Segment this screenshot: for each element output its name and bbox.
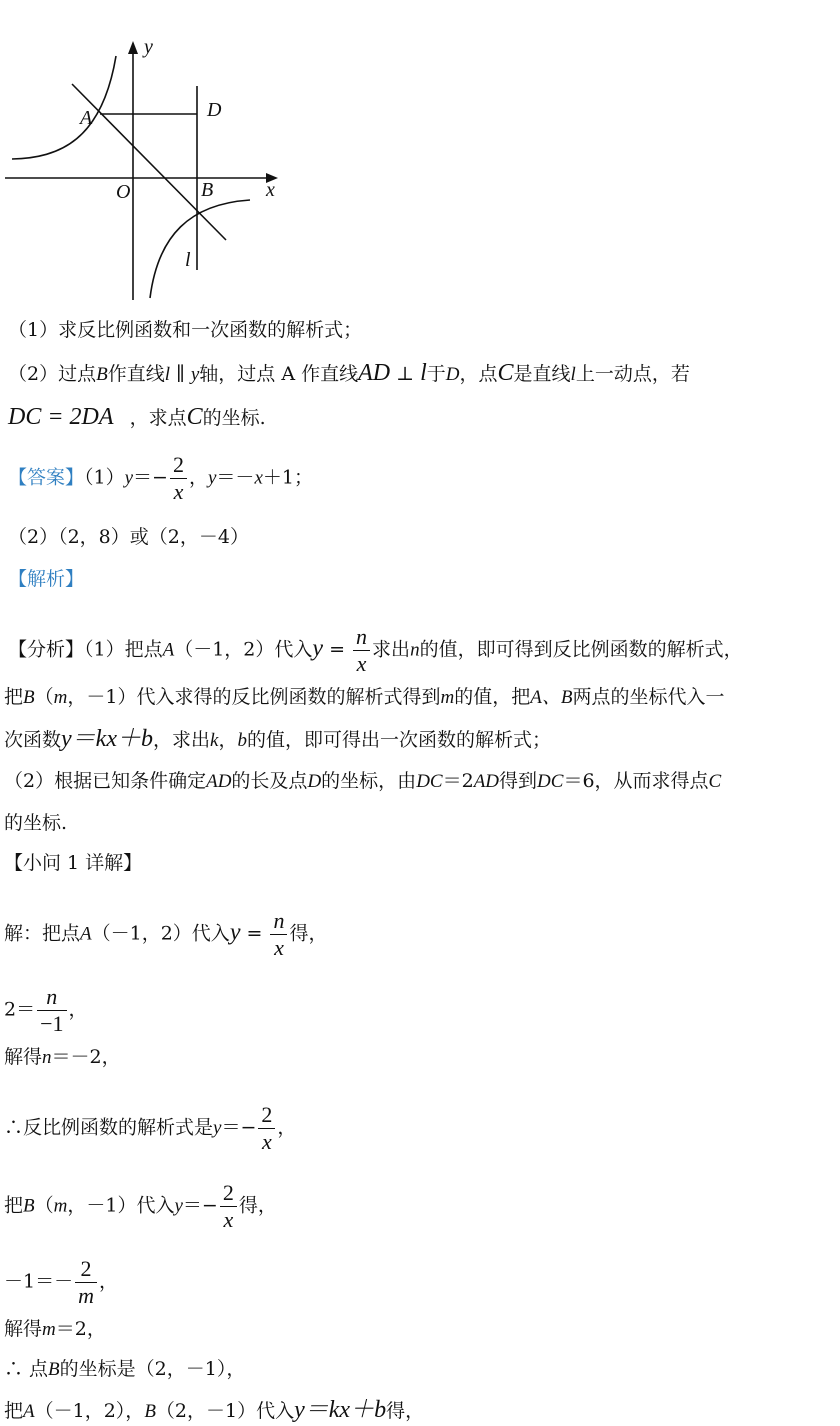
analysis-text: 的长及点	[231, 770, 308, 792]
analysis-text: ，－1）代入求得的反比例函数的解析式得到	[67, 686, 441, 708]
analysis-text: （	[34, 686, 54, 708]
q2-text: 的坐标.	[202, 407, 266, 429]
var-m: m	[53, 687, 68, 708]
question-2-line-1	[8, 360, 690, 388]
analysis-text: ＝2	[442, 770, 474, 792]
q2-text: 是直线	[513, 363, 571, 385]
q2-text: 轴，过点 A 作直线	[199, 363, 359, 385]
solution-text: ，－1）代入	[67, 1194, 175, 1217]
denominator: x	[173, 479, 184, 504]
solution-text: 把	[4, 1194, 24, 1217]
analysis-text: =	[323, 638, 352, 661]
numerator: 2	[220, 1180, 237, 1207]
function-graph	[0, 30, 300, 310]
point-C: C	[708, 771, 722, 792]
var-y: y	[229, 919, 241, 946]
solution-heading: 【小问 1 详解】	[4, 852, 143, 874]
analysis-line-2	[4, 684, 724, 711]
var-k: k	[210, 730, 219, 751]
q2-l: l	[164, 364, 170, 385]
linear-function-line	[72, 84, 226, 240]
solution-text: 2＝	[4, 998, 36, 1021]
q2-C: C	[186, 404, 203, 430]
solution-text: ∴反比例函数的解析式是	[4, 1116, 214, 1139]
label-y: y	[144, 36, 153, 58]
var-b: b	[237, 730, 247, 751]
answer-text: ＝−	[133, 466, 168, 489]
var-n: n	[410, 639, 420, 661]
solution-text: 的坐标是（2，－1），	[59, 1358, 246, 1380]
solution-line-3	[4, 1044, 121, 1071]
linear-formula: y＝kx＋b	[61, 726, 153, 752]
point-B: B	[48, 1359, 60, 1380]
numerator: 2	[258, 1102, 275, 1129]
denominator: x	[223, 1207, 234, 1232]
seg-AD: AD	[473, 771, 500, 792]
y-axis-arrow	[128, 41, 138, 54]
point-A: A	[162, 639, 175, 661]
point-A: A	[23, 1401, 35, 1422]
solution-line-6	[4, 1256, 118, 1309]
question-2-line-2	[8, 404, 266, 431]
solution-text: ＝−	[221, 1116, 257, 1139]
solution-line-5	[4, 1180, 277, 1233]
answer-line-1	[8, 452, 313, 505]
var-n: n	[42, 1047, 52, 1068]
solution-text: （	[34, 1194, 54, 1217]
answer-text: ＋1；	[262, 466, 313, 489]
solution-line-7	[4, 1316, 106, 1343]
solution-text: ＝2，	[55, 1318, 106, 1340]
solution-line-8	[4, 1356, 245, 1383]
analysis-text: ，	[218, 729, 238, 751]
analysis-text: 的坐标，由	[321, 770, 417, 792]
numerator: 2	[75, 1256, 97, 1283]
q2-text: （2）过点	[8, 363, 97, 385]
fraction	[258, 1102, 275, 1155]
solution-line-2	[4, 984, 88, 1037]
q2-text: ，求点	[129, 407, 187, 429]
analysis-line-5: 的坐标.	[4, 812, 68, 834]
analysis-text: 的值，即可得出一次函数的解析式；	[246, 729, 551, 751]
label-B: B	[201, 179, 214, 201]
numerator: 2	[170, 452, 187, 479]
point-B: B	[23, 1195, 35, 1217]
q2-text: ，点	[459, 363, 498, 385]
numerator: n	[353, 624, 370, 651]
analysis-tag: 【解析】	[8, 568, 85, 590]
q2-C: C	[497, 360, 514, 386]
seg-DC: DC	[537, 771, 564, 792]
q2-l: l	[570, 364, 576, 385]
solution-text: 得，	[238, 1194, 277, 1217]
label-O: O	[116, 181, 131, 203]
solution-text: ，	[277, 1116, 297, 1139]
analysis-text: 的值，把	[454, 686, 531, 708]
solution-text: ＝－2，	[51, 1046, 121, 1068]
answer-text: ＝－	[216, 466, 255, 489]
solution-text: ＝−	[182, 1194, 218, 1217]
var-m: m	[42, 1319, 56, 1340]
denominator: x	[356, 651, 367, 676]
point-B: B	[23, 687, 35, 708]
answer-y: y	[207, 467, 217, 489]
hyperbola-upper-left	[12, 56, 116, 159]
denominator: m	[78, 1283, 94, 1308]
q2-D: D	[445, 364, 460, 385]
analysis-text: 两点的坐标代入一	[572, 686, 725, 708]
analysis-line-1	[8, 624, 743, 677]
denominator: x	[274, 935, 284, 960]
solution-text: 把	[4, 1400, 24, 1422]
solution-line-4	[4, 1102, 296, 1155]
var-y: y	[174, 1195, 183, 1217]
analysis-text: （2）根据已知条件确定	[4, 770, 207, 792]
denominator: −1	[40, 1011, 64, 1036]
answer-tag: 【答案】	[8, 466, 85, 489]
analysis-text: 的值，即可得到反比例函数的解析式，	[419, 638, 743, 661]
q2-text: 作直线	[107, 363, 165, 385]
solution-text: （－1，2），	[34, 1400, 145, 1422]
linear-formula: y＝kx＋b	[294, 1397, 387, 1423]
analysis-text: ，求出	[152, 729, 210, 751]
solution-text: （－1，2）代入	[91, 922, 230, 945]
answer-line-2: （2）（2，8）或（2，－4）	[8, 526, 249, 548]
solution-text: =	[240, 922, 269, 945]
points-AB: A、B	[530, 687, 573, 708]
answer-text: ，	[188, 466, 208, 489]
analysis-text: 【分析】（1）把点	[8, 638, 163, 661]
answer-text: （1）	[84, 466, 125, 489]
solution-text: 解：把点	[4, 922, 81, 945]
fraction	[75, 1256, 97, 1309]
analysis-line-4	[4, 768, 721, 795]
var-m: m	[53, 1195, 68, 1217]
fraction	[170, 452, 187, 505]
label-D: D	[207, 99, 222, 121]
solution-line-9	[4, 1397, 424, 1425]
q2-y: y	[190, 364, 200, 385]
fraction	[353, 624, 370, 677]
label-x: x	[266, 179, 275, 201]
analysis-text: （－1，2）代入	[174, 638, 313, 661]
point-D: D	[307, 771, 322, 792]
answer-x: x	[254, 467, 263, 489]
q2-text: 上一动点，若	[575, 363, 690, 385]
answer-y: y	[124, 467, 134, 489]
var-m: m	[440, 687, 455, 708]
q2-parallel: ∥	[170, 363, 191, 385]
q2-text: 于	[426, 363, 446, 385]
solution-text: 解得	[4, 1318, 43, 1340]
analysis-text: ＝6，从而求得点	[563, 770, 709, 792]
analysis-text: 得到	[499, 770, 538, 792]
analysis-line-3	[4, 726, 551, 754]
q2-perp: ⊥	[390, 363, 421, 385]
var-y: y	[312, 635, 324, 662]
denominator: x	[261, 1129, 272, 1154]
point-A: A	[80, 923, 92, 945]
analysis-text: 求出	[372, 638, 411, 661]
solution-text: ∴ 点	[4, 1358, 49, 1380]
fraction	[37, 984, 66, 1037]
solution-text: 得，	[289, 922, 328, 945]
question-1: （1）求反比例函数和一次函数的解析式；	[8, 319, 363, 341]
solution-line-1	[4, 908, 327, 961]
solution-text: ，	[98, 1270, 118, 1293]
label-l: l	[185, 249, 191, 271]
seg-AD: AD	[206, 771, 232, 792]
seg-DC: DC	[416, 771, 443, 792]
solution-text: ，	[68, 998, 88, 1021]
q2-l: l	[420, 360, 427, 386]
analysis-text: 次函数	[4, 729, 62, 751]
solution-text: －1＝－	[4, 1270, 74, 1293]
solution-text: 解得	[4, 1046, 43, 1068]
var-y: y	[213, 1117, 222, 1139]
q2-AD: AD	[358, 360, 391, 386]
solution-text: 得，	[386, 1400, 425, 1422]
point-B: B	[144, 1401, 156, 1422]
fraction	[220, 1180, 237, 1233]
numerator: n	[37, 984, 66, 1011]
analysis-text: 把	[4, 686, 24, 708]
label-A: A	[80, 107, 93, 129]
numerator: n	[270, 908, 287, 935]
q2-B: B	[96, 364, 108, 385]
solution-text: （2，－1）代入	[155, 1400, 295, 1422]
fraction	[270, 908, 287, 961]
q2-condition: DC = 2DA	[8, 404, 114, 430]
